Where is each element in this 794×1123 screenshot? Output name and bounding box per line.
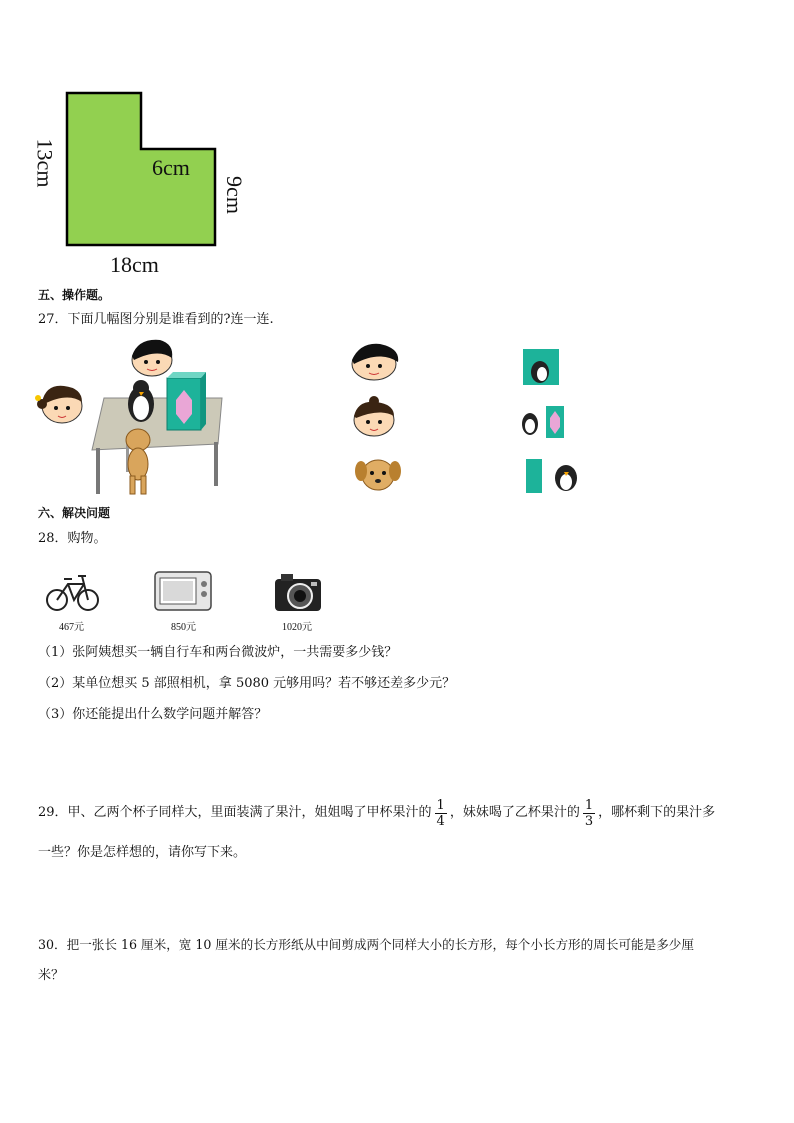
section-six-title: 六、解决问题 — [38, 506, 111, 520]
fraction-one-quarter — [435, 798, 447, 829]
section-five-title: 五、操作题。 — [38, 288, 111, 302]
question-29-text-a: 29．甲、乙两个杯子同样大，里面装满了果汁，姐姐喝了甲杯果汁的 — [38, 805, 432, 820]
penguin-view-icon — [531, 361, 549, 383]
penguin-view-icon — [522, 413, 538, 435]
girl-face-icon — [354, 396, 394, 436]
question-28-part-2: （2）某单位想买 5 部照相机，拿 5080 元够用吗？若不够还差多少元？ — [38, 676, 456, 691]
camera-icon — [275, 574, 321, 611]
bicycle-price: 467元 — [59, 622, 84, 633]
question-28: 28．购物。 — [38, 531, 107, 546]
girl-head-icon — [35, 386, 82, 423]
view-option-1 — [522, 348, 562, 388]
dog-face-option — [352, 453, 404, 495]
observation-scene — [34, 338, 234, 500]
boy-face-option — [346, 342, 406, 382]
boy-face-icon — [352, 344, 398, 380]
question-27: 27．下面几幅图分别是谁看到的?连一连. — [38, 312, 274, 327]
box-icon — [167, 372, 206, 430]
question-29-text-c: ，哪杯剩下的果汁多 — [598, 805, 716, 820]
question-29-line-1 — [38, 795, 715, 831]
question-30-line-2: 米？ — [38, 968, 65, 983]
question-28-part-1: （1）张阿姨想买一辆自行车和两台微波炉，一共需要多少钱？ — [38, 645, 398, 660]
fraction-1-numerator: 1 — [436, 797, 445, 813]
bicycle-item — [44, 568, 102, 616]
view-option-3 — [524, 458, 584, 494]
dog-figure-icon — [126, 429, 150, 494]
camera-price: 1020元 — [282, 622, 312, 633]
question-29-text-b: ，妹妹喝了乙杯果汁的 — [449, 805, 580, 820]
boy-head-icon — [132, 340, 172, 376]
microwave-icon — [155, 572, 211, 610]
question-29-line-2: 一些？你是怎样想的，请你写下来。 — [38, 845, 247, 860]
penguin-icon — [128, 380, 154, 422]
label-9cm: 9cm — [221, 176, 247, 214]
fraction-one-third — [583, 798, 595, 829]
dog-face-icon — [355, 460, 401, 490]
camera-item — [273, 569, 325, 615]
label-18cm: 18cm — [110, 252, 159, 277]
l-shape — [67, 93, 215, 245]
penguin-view-icon — [555, 465, 577, 491]
question-28-part-3: （3）你还能提出什么数学问题并解答？ — [38, 707, 268, 722]
girl-face-option — [346, 396, 406, 438]
fraction-2-numerator: 1 — [584, 797, 594, 813]
fraction-1-denominator: 4 — [436, 813, 445, 829]
microwave-item — [154, 570, 214, 612]
microwave-price: 850元 — [171, 622, 196, 633]
bicycle-icon — [47, 576, 98, 610]
label-6cm: 6cm — [152, 155, 190, 180]
question-30-line-1: 30．把一张长 16 厘米，宽 10 厘米的长方形纸从中间剪成两个同样大小的长方形，每个小长方形的周长可能是多少厘 — [38, 937, 694, 952]
view-option-2 — [518, 404, 568, 440]
fraction-2-denominator: 3 — [584, 813, 594, 829]
label-13cm: 13cm — [32, 138, 58, 188]
box-view-icon — [526, 459, 542, 493]
